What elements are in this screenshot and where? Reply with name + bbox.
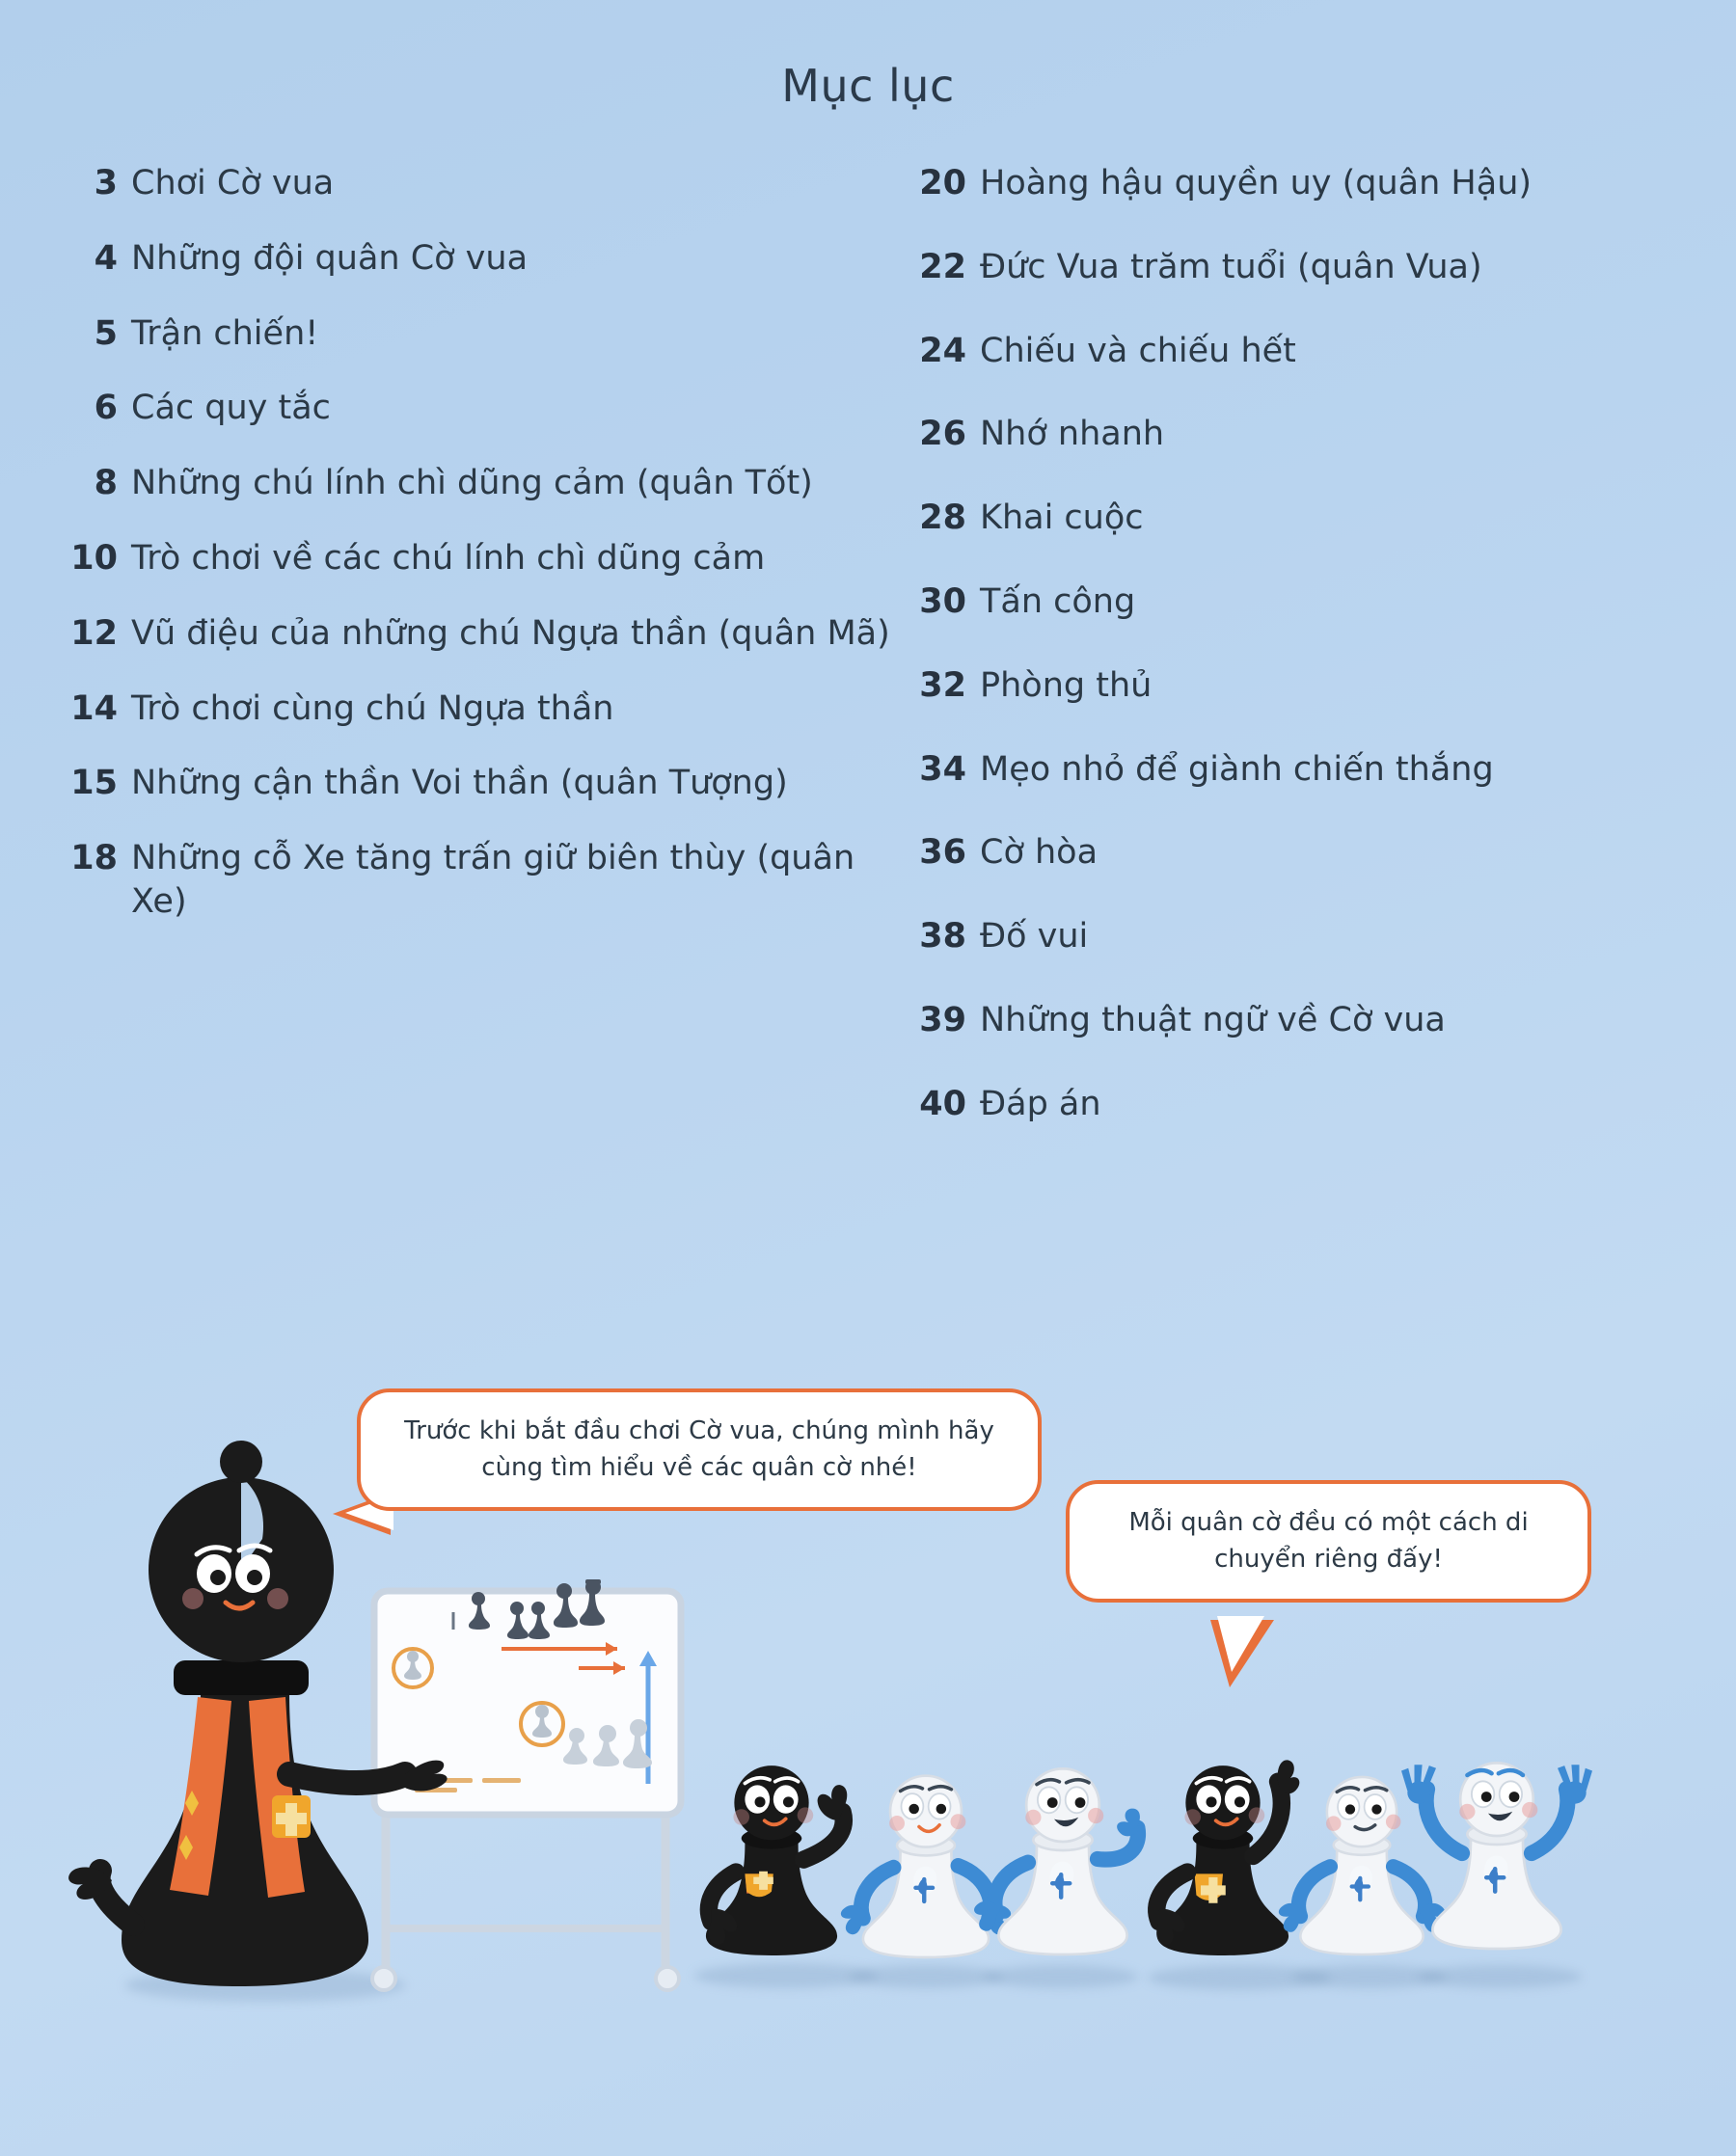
toc-entry[interactable] [58,837,897,924]
toc-entry[interactable] [58,537,897,580]
black-pawn-student [706,1765,847,1955]
toc-page-number: 30 [919,581,966,621]
toc-page-number: 6 [94,389,118,428]
toc-entry[interactable] [907,580,1697,624]
toc-page-number: 20 [919,164,966,202]
toc-entry-title: Những cỗ Xe tăng trấn giữ biên thùy (quân Xe) [131,839,855,921]
toc-entry-title: Phòng thủ [980,665,1153,705]
toc-entry[interactable] [58,162,897,205]
page-title: Mục lục [781,60,955,112]
toc-entry[interactable] [907,915,1697,958]
toc-entry-title: Những thuật ngữ về Cờ vua [980,1000,1446,1039]
toc-page-number: 26 [919,415,966,454]
toc-entry[interactable] [907,664,1697,708]
toc-entry-title: Đáp án [980,1084,1101,1123]
black-pawn-raising-hand [1156,1760,1299,1955]
toc-entry-title: Mẹo nhỏ để giành chiến thắng [980,749,1494,789]
toc-entry-title: Trò chơi về các chú lính chì dũng cảm [131,538,766,578]
toc-page-number: 40 [919,1084,966,1123]
toc-entry[interactable] [58,387,897,430]
speech-bubble-teacher: Trước khi bắt đầu chơi Cờ vua, chúng mình hãy cùng tìm hiểu về các quân cờ nhé! [357,1388,1042,1511]
toc-page-number: 32 [919,665,966,705]
toc-entry-title: Hoàng hậu quyền uy (quân Hậu) [980,164,1533,202]
chess-characters-illustration [0,1350,1736,2156]
toc-page-number: 14 [70,688,118,728]
toc-page-number: 28 [919,499,966,538]
toc-entry-title: Đố vui [980,917,1089,957]
toc-entry[interactable] [907,162,1697,205]
speech-bubble-student: Mỗi quân cờ đều có một cách di chuyển riêng đấy! [1066,1480,1591,1603]
toc-entry[interactable] [58,687,897,731]
toc-entry-title: Cờ hòa [980,833,1099,873]
toc-entry-title: Trận chiến! [131,313,319,353]
toc-entry[interactable] [907,246,1697,289]
toc-page-number: 39 [919,1000,966,1039]
toc-entry-title: Vũ điệu của những chú Ngựa thần (quân Mã) [131,613,890,653]
toc-entry[interactable] [907,748,1697,792]
toc-entry[interactable] [58,612,897,656]
toc-entry-title: Tấn công [980,581,1136,621]
toc-entry[interactable] [58,237,897,281]
toc-page-number: 24 [919,331,966,370]
toc-entry-title: Trò chơi cùng chú Ngựa thần [131,688,614,728]
toc-page-number: 4 [94,238,118,278]
toc-entry-title: Những chú lính chì dũng cảm (quân Tốt) [131,464,813,503]
toc-column-right [907,162,1697,1167]
toc-entry-title: Các quy tắc [131,389,331,428]
toc-entry-title: Những đội quân Cờ vua [131,238,529,278]
toc-entry-title: Chơi Cờ vua [131,164,335,202]
toc-entry-title: Đức Vua trăm tuổi (quân Vua) [980,247,1482,286]
toc-page-number: 3 [94,164,118,202]
toc-page-number: 15 [70,764,118,803]
toc-entry-title: Khai cuộc [980,499,1144,538]
toc-page-number: 36 [919,833,966,873]
toc-entry[interactable] [58,462,897,505]
toc-page-number: 12 [70,613,118,653]
toc-page-number: 5 [94,313,118,353]
toc-entry[interactable] [58,762,897,805]
toc-page-number: 22 [919,247,966,286]
toc-page-number: 34 [919,749,966,789]
toc-entry-title: Những cận thần Voi thần (quân Tượng) [131,764,788,803]
toc-entry[interactable] [907,330,1697,373]
toc-entry[interactable] [58,312,897,356]
table-of-contents [0,162,1736,1367]
toc-entry[interactable] [907,831,1697,875]
toc-entry-title: Chiếu và chiếu hết [980,331,1296,370]
toc-page-number: 38 [919,917,966,957]
toc-entry[interactable] [907,497,1697,540]
toc-entry[interactable] [907,999,1697,1042]
toc-page-number: 8 [94,464,118,503]
speech-tail-inner [1217,1616,1264,1672]
toc-entry-title: Nhớ nhanh [980,415,1165,454]
toc-column-left [58,162,897,956]
toc-page-number: 18 [70,839,118,878]
toc-entry[interactable] [907,413,1697,456]
toc-entry[interactable] [907,1083,1697,1126]
toc-page-number: 10 [70,538,118,578]
